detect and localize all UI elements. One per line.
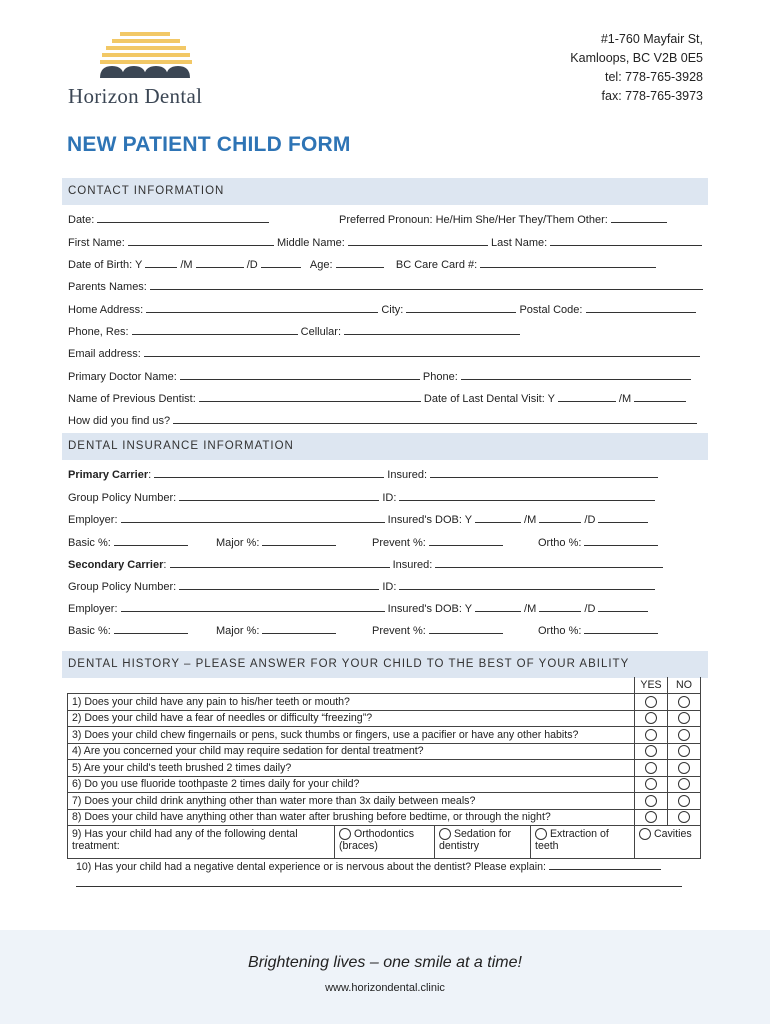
- home-address-field[interactable]: [146, 302, 378, 313]
- horizon-dental-logo: [68, 28, 228, 110]
- secondary-insured-dob-label: Insured's DOB: Y: [387, 603, 472, 615]
- secondary-major-field[interactable]: [262, 623, 336, 634]
- option-extraction[interactable]: [531, 826, 635, 859]
- teeth-label: teeth: [535, 840, 559, 853]
- colon: :: [148, 469, 152, 481]
- question-text: 8) Does your child have anything other than water after brushing before bedtime, or through the night?: [68, 809, 635, 826]
- q10-text: 10) Has your child had a negative dental experience or is nervous about the dentist? Please explain:: [76, 861, 546, 873]
- question-text: 1) Does your child have any pain to his/her teeth or mouth?: [68, 694, 635, 711]
- address-fax: fax: 778-765-3973: [601, 89, 703, 103]
- q10-line-2: [76, 876, 682, 890]
- pronoun-other-field[interactable]: [611, 212, 667, 223]
- cavities-radio[interactable]: [639, 828, 651, 840]
- secondary-insured-field[interactable]: [435, 557, 663, 568]
- primary-major-field[interactable]: [262, 535, 336, 546]
- secondary-dob-day-field[interactable]: [598, 601, 648, 612]
- age-label: Age:: [309, 259, 333, 271]
- address-tel: tel: 778-765-3928: [605, 70, 703, 84]
- primary-employer-label: Employer:: [68, 514, 118, 526]
- dob-month-field[interactable]: [196, 257, 244, 268]
- history-header-row: [68, 677, 701, 694]
- first-name-field[interactable]: [128, 235, 274, 246]
- pronoun-label[interactable]: Preferred Pronoun: He/Him She/Her They/Them Other:: [339, 214, 608, 226]
- primary-major-label: Major %:: [216, 537, 260, 549]
- q10-field[interactable]: [549, 859, 661, 870]
- primary-dob-month-field[interactable]: [539, 512, 581, 523]
- secondary-group-row: [68, 579, 655, 593]
- yes-radio[interactable]: [635, 760, 668, 777]
- primary-dob-m-label: /M: [524, 514, 537, 526]
- question-row-1: [68, 694, 701, 711]
- primary-prevent-cell: [372, 535, 503, 549]
- doctor-phone-label: Phone:: [422, 371, 458, 383]
- middle-name-label: Middle Name:: [276, 237, 345, 249]
- dental-history-table: [67, 677, 701, 859]
- sedation-radio[interactable]: [439, 828, 451, 840]
- primary-basic-field[interactable]: [114, 535, 188, 546]
- city-field[interactable]: [406, 302, 516, 313]
- primary-ortho-field[interactable]: [584, 535, 658, 546]
- address-street: #1-760 Mayfair St,: [600, 32, 703, 46]
- home-address-row: [68, 302, 696, 316]
- primary-insured-dob-label: Insured's DOB: Y: [387, 514, 472, 526]
- last-name-label: Last Name:: [490, 237, 548, 249]
- find-us-row: [68, 413, 697, 427]
- middle-name-field[interactable]: [348, 235, 488, 246]
- no-header: NO: [668, 677, 701, 694]
- secondary-dob-month-field[interactable]: [539, 601, 581, 612]
- no-radio[interactable]: [668, 694, 701, 711]
- care-card-label: BC Care Card #:: [395, 259, 478, 271]
- option-cavities[interactable]: [635, 826, 701, 859]
- yes-radio[interactable]: [635, 809, 668, 826]
- secondary-prevent-label: Prevent %:: [372, 625, 426, 637]
- primary-employer-row: [68, 512, 648, 526]
- braces-label: (braces): [339, 840, 378, 853]
- secondary-employer-field[interactable]: [121, 601, 385, 612]
- history-section-header: DENTAL HISTORY – PLEASE ANSWER FOR YOUR CHILD TO THE BEST OF YOUR ABILITY: [62, 651, 708, 678]
- yes-radio[interactable]: [635, 710, 668, 727]
- primary-ortho-cell: [538, 535, 658, 549]
- dob-month-label: /M: [180, 259, 193, 271]
- primary-prevent-field[interactable]: [429, 535, 503, 546]
- secondary-ortho-cell: [538, 623, 658, 637]
- form-title: NEW PATIENT CHILD FORM: [67, 133, 351, 156]
- question-text: 2) Does your child have a fear of needles or difficulty “freezing”?: [68, 710, 635, 727]
- brand-name: Horizon Dental: [68, 84, 203, 108]
- secondary-dob-year-field[interactable]: [475, 601, 521, 612]
- option-orthodontics[interactable]: [335, 826, 435, 859]
- primary-ortho-label: Ortho %:: [538, 537, 582, 549]
- secondary-group-field[interactable]: [179, 579, 379, 590]
- first-name-label: First Name:: [68, 237, 125, 249]
- name-row: [68, 235, 702, 249]
- secondary-basic-field[interactable]: [114, 623, 188, 634]
- cavities-label: Cavities: [653, 828, 692, 840]
- primary-group-row: [68, 490, 655, 504]
- dentistry-label: dentistry: [439, 840, 480, 853]
- primary-carrier-row: [68, 467, 658, 481]
- orthodontics-label: Orthodontics: [353, 828, 415, 840]
- doctor-row: [68, 369, 691, 383]
- date-label: Date:: [68, 214, 95, 226]
- primary-group-label: Group Policy Number:: [68, 492, 177, 504]
- secondary-major-label: Major %:: [216, 625, 260, 637]
- secondary-insured-label: Insured:: [392, 559, 433, 571]
- doctor-label: Primary Doctor Name:: [68, 371, 177, 383]
- primary-dob-d-label: /D: [584, 514, 596, 526]
- primary-insured-label: Insured:: [387, 469, 428, 481]
- postal-label: Postal Code:: [519, 304, 583, 316]
- dob-day-field[interactable]: [261, 257, 301, 268]
- extraction-radio[interactable]: [535, 828, 547, 840]
- prev-dentist-label: Name of Previous Dentist:: [68, 393, 196, 405]
- insurance-section-header: DENTAL INSURANCE INFORMATION: [62, 433, 708, 460]
- last-visit-month-label: /M: [618, 393, 632, 405]
- question-row-5: [68, 760, 701, 777]
- sunrise-logo-icon: [98, 28, 196, 80]
- question-row-4: [68, 743, 701, 760]
- email-row: [68, 346, 700, 360]
- last-visit-month-field[interactable]: [634, 391, 686, 402]
- secondary-carrier-row: [68, 557, 663, 571]
- question-text: 4) Are you concerned your child may require sedation for dental treatment?: [68, 743, 635, 760]
- yes-radio[interactable]: [635, 793, 668, 810]
- secondary-carrier-field[interactable]: [170, 557, 390, 568]
- email-field[interactable]: [144, 346, 700, 357]
- q9-line-1: 9) Has your child had any of the following dental: [72, 828, 298, 840]
- primary-id-label: ID:: [382, 492, 397, 504]
- yes-radio[interactable]: [635, 743, 668, 760]
- cellular-label: Cellular:: [300, 326, 342, 338]
- doctor-phone-field[interactable]: [461, 369, 691, 380]
- secondary-basic-label: Basic %:: [68, 625, 111, 637]
- primary-coverage-row: [68, 535, 188, 549]
- date-field[interactable]: [97, 212, 269, 223]
- phone-row: [68, 324, 520, 338]
- contact-section-header: CONTACT INFORMATION: [62, 178, 708, 205]
- primary-basic-label: Basic %:: [68, 537, 111, 549]
- last-visit-year-field[interactable]: [558, 391, 616, 402]
- question-row-8: [68, 809, 701, 826]
- question-row-6: [68, 776, 701, 793]
- history-header-spacer: [68, 677, 635, 694]
- no-radio[interactable]: [668, 776, 701, 793]
- question-text: 3) Does your child chew fingernails or pens, suck thumbs or fingers, use a pacifier or have any other habits?: [68, 727, 635, 744]
- primary-employer-field[interactable]: [121, 512, 385, 523]
- primary-id-field[interactable]: [399, 490, 655, 501]
- secondary-coverage-row: [68, 623, 188, 637]
- dob-row: [68, 257, 656, 271]
- question-9-text: [68, 826, 335, 859]
- yes-header: YES: [635, 677, 668, 694]
- secondary-ortho-label: Ortho %:: [538, 625, 582, 637]
- parents-field[interactable]: [150, 279, 703, 290]
- extraction-label: Extraction of: [549, 828, 609, 840]
- primary-prevent-label: Prevent %:: [372, 537, 426, 549]
- cellular-field[interactable]: [344, 324, 520, 335]
- question-row-9: [68, 826, 701, 859]
- primary-dob-day-field[interactable]: [598, 512, 648, 523]
- no-radio[interactable]: [668, 809, 701, 826]
- footer: [0, 930, 770, 1024]
- secondary-dob-m-label: /M: [524, 603, 537, 615]
- yes-radio[interactable]: [635, 694, 668, 711]
- no-radio[interactable]: [668, 793, 701, 810]
- primary-major-cell: [216, 535, 336, 549]
- secondary-major-cell: [216, 623, 336, 637]
- clinic-address: [570, 30, 703, 106]
- no-radio[interactable]: [668, 743, 701, 760]
- question-text: 5) Are your child's teeth brushed 2 times daily?: [68, 760, 635, 777]
- home-address-label: Home Address:: [68, 304, 144, 316]
- dob-day-label: /D: [246, 259, 258, 271]
- question-text: 7) Does your child drink anything other than water more than 3x daily between meals?: [68, 793, 635, 810]
- primary-insured-field[interactable]: [430, 467, 658, 478]
- primary-carrier-field[interactable]: [154, 467, 384, 478]
- find-us-label: How did you find us?: [68, 415, 171, 427]
- yes-radio[interactable]: [635, 727, 668, 744]
- q10-row: [76, 859, 661, 873]
- primary-carrier-label: Primary Carrier: [68, 469, 149, 481]
- question-text: 6) Do you use fluoride toothpaste 2 times daily for your child?: [68, 776, 635, 793]
- postal-field[interactable]: [586, 302, 696, 313]
- doctor-field[interactable]: [180, 369, 420, 380]
- pronoun-row: [339, 212, 667, 226]
- question-row-2: [68, 710, 701, 727]
- parents-row: [68, 279, 703, 293]
- secondary-carrier-label: Secondary Carrier: [68, 559, 164, 571]
- secondary-prevent-cell: [372, 623, 503, 637]
- primary-group-field[interactable]: [179, 490, 379, 501]
- find-us-field[interactable]: [173, 413, 697, 424]
- prev-dentist-row: [68, 391, 686, 405]
- orthodontics-radio[interactable]: [339, 828, 351, 840]
- parents-label: Parents Names:: [68, 281, 147, 293]
- last-visit-label: Date of Last Dental Visit: Y: [423, 393, 555, 405]
- secondary-prevent-field[interactable]: [429, 623, 503, 634]
- q9-line-2: treatment:: [72, 840, 120, 852]
- secondary-group-label: Group Policy Number:: [68, 581, 177, 593]
- dob-label: Date of Birth: Y: [68, 259, 143, 271]
- no-radio[interactable]: [668, 710, 701, 727]
- option-sedation[interactable]: [435, 826, 531, 859]
- secondary-id-field[interactable]: [399, 579, 655, 590]
- primary-dob-year-field[interactable]: [475, 512, 521, 523]
- secondary-employer-label: Employer:: [68, 603, 118, 615]
- email-label: Email address:: [68, 348, 141, 360]
- age-field[interactable]: [336, 257, 384, 268]
- secondary-ortho-field[interactable]: [584, 623, 658, 634]
- colon: :: [163, 559, 167, 571]
- care-card-field[interactable]: [480, 257, 656, 268]
- phone-label: Phone, Res:: [68, 326, 129, 338]
- address-city: Kamloops, BC V2B 0E5: [570, 51, 703, 65]
- date-row: [68, 212, 269, 226]
- footer-website[interactable]: www.horizondental.clinic: [325, 982, 445, 994]
- dob-year-field[interactable]: [145, 257, 177, 268]
- footer-tagline: Brightening lives – one smile at a time!: [248, 954, 522, 971]
- question-row-3: [68, 727, 701, 744]
- secondary-dob-d-label: /D: [584, 603, 596, 615]
- secondary-id-label: ID:: [382, 581, 397, 593]
- phone-field[interactable]: [132, 324, 298, 335]
- no-radio[interactable]: [668, 727, 701, 744]
- question-row-7: [68, 793, 701, 810]
- sedation-label: Sedation for: [453, 828, 512, 840]
- q10-field-2[interactable]: [76, 876, 682, 887]
- last-name-field[interactable]: [550, 235, 702, 246]
- no-radio[interactable]: [668, 760, 701, 777]
- yes-radio[interactable]: [635, 776, 668, 793]
- city-label: City:: [381, 304, 404, 316]
- secondary-employer-row: [68, 601, 648, 615]
- prev-dentist-field[interactable]: [199, 391, 421, 402]
